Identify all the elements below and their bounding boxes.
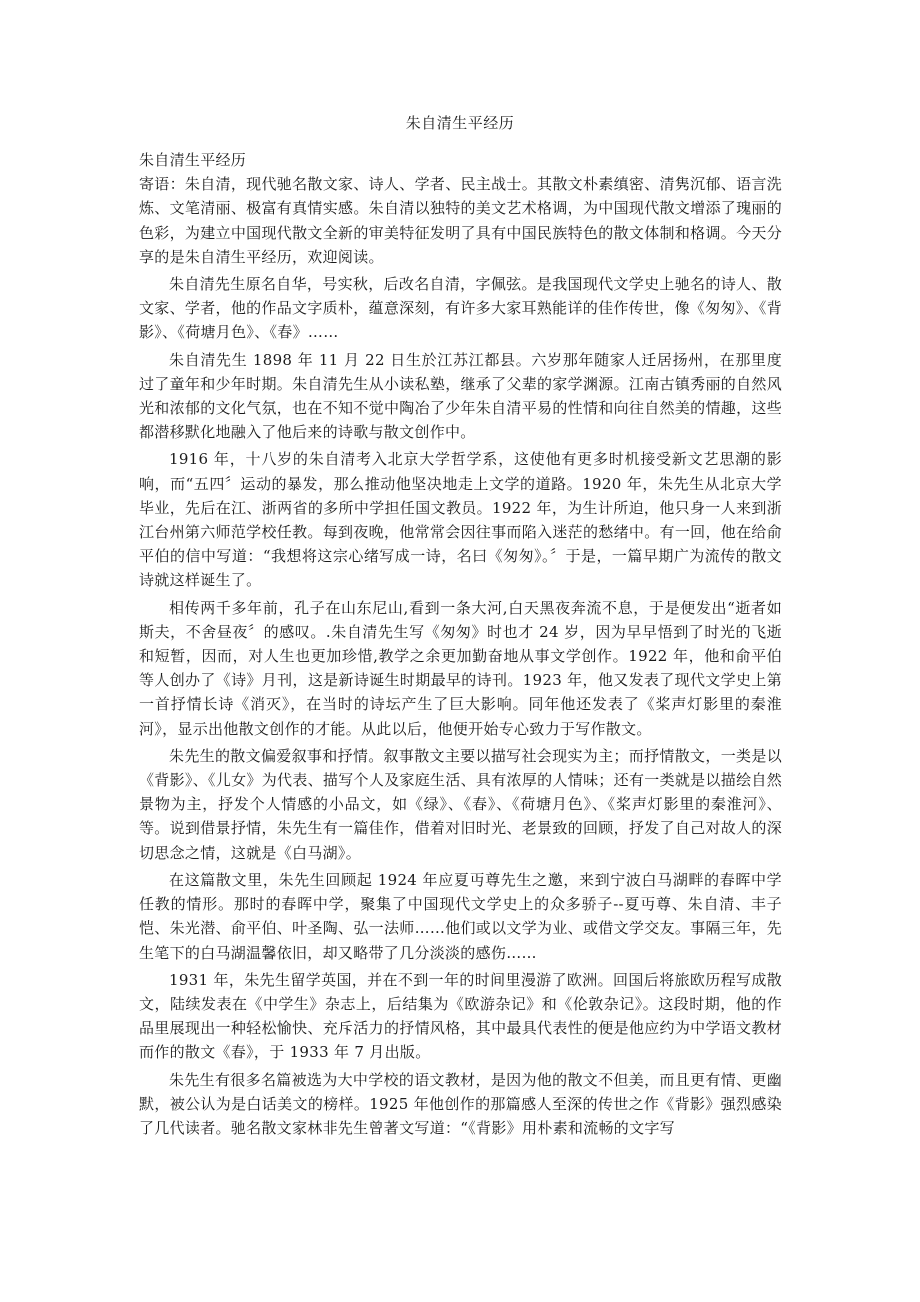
page-title: 朱自清生平经历: [405, 114, 515, 132]
body-paragraph: 朱先生有很多名篇被选为大中学校的语文教材，是因为他的散文不但美，而且更有情、更幽默，被公认为是白话美文的榜样。1925 年他创作的那篇感人至深的传世之作《背影》强烈感染了几代读者。驰名散文家林非先生曾著文写道：“《背影》用朴素和流畅的文字写: [139, 1070, 782, 1137]
preface-paragraph: 寄语：朱自清，现代驰名散文家、诗人、学者、民主战士。其散文朴素缜密、清隽沉郁、语言洗炼、文笔清丽、极富有真情实感。朱自清以独特的美文艺术格调，为中国现代散文增添了瑰丽的色彩，为建立中国现代散文全新的审美特征发明了具有中国民族特色的散文体制和格调。今天分享的是朱自清生平经历，欢迎阅读。: [139, 175, 782, 266]
body-paragraph: 相传两千多年前，孔子在山东尼山,看到一条大河,白天黑夜奔流不息，于是便发出“逝者如斯夫，不舍昼夜〞的感叹。.朱自清先生写《匆匆》时也才 24 岁，因为早早悟到了时光的飞逝和短暂，因而，对人生也更加珍惜,教学之余更加勤奋地从事文学创作。1922 年，他和俞平伯等人创办了《诗》月刊，这是新诗诞生时期最早的诗刊。1923 年，他又发表了现代文学史上第一首抒情长诗《消灭》，在当时的诗坛产生了巨大影响。同年他还发表了《桨声灯影里的秦淮河》，显示出他散文创作的才能。从此以后，他便开始专心致力于写作散文。: [139, 598, 782, 738]
body-paragraph: 朱自清先生 1898 年 11 月 22 日生於江苏江都县。六岁那年随家人迁居扬州，在那里度过了童年和少年时期。朱自清先生从小读私塾，继承了父辈的家学渊源。江南古镇秀丽的自然风光和浓郁的文化气氛，也在不知不觉中陶冶了少年朱自清平易的性情和向往自然美的情趣，这些都潜移默化地融入了他后来的诗歌与散文创作中。: [139, 350, 782, 442]
body-paragraph: 1916 年，十八岁的朱自清考入北京大学哲学系，这使他有更多时机接受新文艺思潮的影响，而“五四〞运动的暴发，那么推动他坚决地走上文学的道路。1920 年，朱先生从北京大学毕业，先后在江、浙两省的多所中学担任国文教员。1922 年，为生计所迫，他只身一人来到浙江台州第六师范学校任教。每到夜晚，他常常会因往事而陷入迷茫的愁绪中。有一回，他在给俞平伯的信中写道：“我想将这宗心绪写成一诗，名曰《匆匆》。〞于是，一篇早期广为流传的散文诗就这样诞生了。: [139, 450, 782, 590]
document-body: [139, 148, 782, 1143]
body-paragraph: 在这篇散文里，朱先生回顾起 1924 年应夏丏尊先生之邀，来到宁波白马湖畔的春晖中学任教的情形。那时的春晖中学，聚集了中国现代文学史上的众多骄子--夏丏尊、朱自清、丰子恺、朱光潜、俞平伯、叶圣陶、弘一法师……他们或以文学为业、或借文学交友。事隔三年，先生笔下的白马湖温馨依旧，却又略带了几分淡淡的感伤……: [139, 870, 782, 962]
body-paragraph: 朱先生的散文偏爱叙事和抒情。叙事散文主要以描写社会现实为主；而抒情散文，一类是以《背影》、《儿女》为代表、描写个人及家庭生活、具有浓厚的人情味；还有一类就是以描绘自然景物为主，抒发个人情感的小品文，如《绿》、《春》、《荷塘月色》、《桨声灯影里的秦淮河》、等。说到借景抒情，朱先生有一篇佳作，借着对旧时光、老景致的回顾，抒发了自己对故人的深切思念之情，这就是《白马湖》。: [139, 746, 782, 862]
body-paragraph: 1931 年，朱先生留学英国，并在不到一年的时间里漫游了欧洲。回国后将旅欧历程写成散文，陆续发表在《中学生》杂志上，后结集为《欧游杂记》和《伦敦杂记》。这段时期，他的作品里展现出一种轻松愉快、充斥活力的抒情风格，其中最具代表性的便是他应约为中学语文教材而作的散文《春》，于 1933 年 7 月出版。: [139, 970, 782, 1062]
body-paragraph: 朱自清先生原名自华，号实秋，后改名自清，字佩弦。是我国现代文学史上驰名的诗人、散文家、学者，他的作品文字质朴，蕴意深刻，有许多大家耳熟能详的佳作传世，像《匆匆》、《背影》、《荷塘月色》、《春》……: [139, 275, 782, 342]
subtitle: 朱自清生平经历: [139, 151, 247, 169]
